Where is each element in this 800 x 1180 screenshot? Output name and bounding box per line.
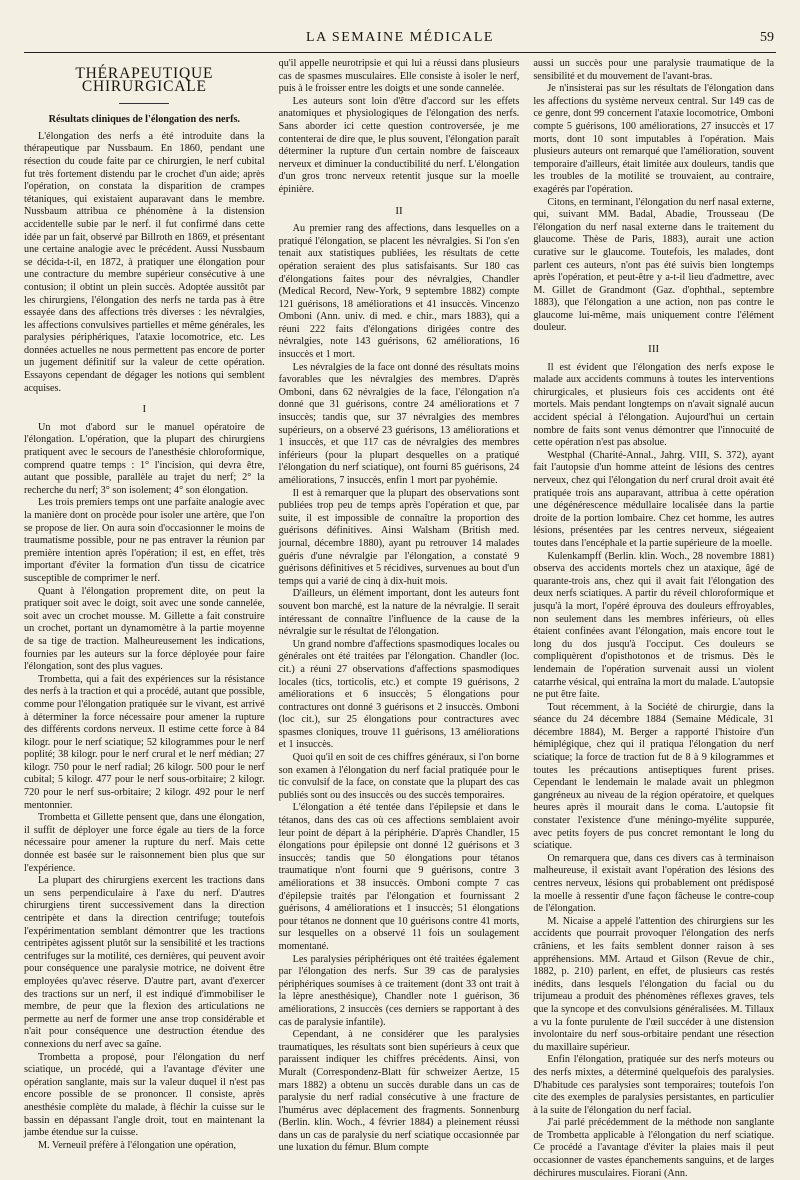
paragraph: Kulenkampff (Berlin. klin. Woch., 28 novembre 1881) observa des accidents mortels chez un ataxique, âgé de quarante-trois ans, chez qui il avait fait l'élongation des deux nerfs sciatiques. A partir du réveil chloroformique et jusqu'à la mort, l'opéré éprouva des douleurs effroyables, non seulement dans les membres inférieurs, où elles étaient confinées avant l'élongation, mais encore tout le long du dos jusqu'à l'occiput. Ces douleurs se compliquèrent d'opisthotonos et de trismus. Dès le lendemain de l'opération survenait aussi un violent catarrhe vésical, qui entraîna la mort du malade. L'autopsie ne put être faite. [533,550,774,701]
paragraph: Trombetta, qui a fait des expériences sur la résistance des nerfs à la traction et qui a procédé, autant que possible, comme pour l'élongation pratiquée sur le vivant, est arrivé à déterminer la force nécessaire pour amener la rupture des différents cordons nerveux. Il estime cette force à 84 kilogr. pour le nerf sciatique; 52 kilogrammes pour le nerf poplité; 38 kilogr. pour le nerf crural et le nerf médian; 27 kilogr. 750 pour le nerf radial; 26 kilogr. 500 pour le nerf cubital; 5 kilogr. 477 pour le nerf sous-orbitaire; 2 kilogr. 720 pour le nerf sus-orbitaire; 2 kilogr. 492 pour le nerf mentonnier. [24,673,265,811]
column-3 [533,58,774,1180]
paragraph: Westphal (Charité-Annal., Jahrg. VIII, S. 372), ayant fait l'autopsie d'un homme atteint de lésions des centres nerveux, chez qui l'élongation du nerf crural droit avait été pratiquée trois ans auparavant, attribua à cette opération une dégénérescence médullaire localisée dans la partie droite de la portion lombaire. Chez cet homme, les autres lésions, présentées par les centres nerveux, siégeaient toutes dans l'encéphale et la partie supérieure de la moelle. [533,449,774,549]
page-number: 59 [760,30,774,45]
paragraph: J'ai parlé précédemment de la méthode non sanglante de Trombetta applicable à l'élongation du nerf sciatique. Ce procédé a l'avantage d'éviter la plaies mais il peut occasionner de vastes épanchements sanguins, et de larges déchirures musculaires. Fiorani (Ann. [533,1117,774,1179]
page-header [24,28,776,54]
paragraph: Quoi qu'il en soit de ces chiffres généraux, si l'on borne son examen à l'élongation du nerf facial pratiquée pour le tic convulsif de la face, on constate que la plupart des cas publiés sont ou des insuccès ou des succès temporaires. [278,752,520,801]
paragraph: Tout récemment, à la Société de chirurgie, dans la séance du 24 décembre 1884 (Semaine Médicale, 31 décembre 1884), M. Berger a rapporté l'histoire d'un hémiplégique, chez qui il pratiqua l'élongation du nerf sciatique; la force de traction fut de 8 à 9 kilogrammes et toutes les précautions antiseptiques furent prises. Cependant le lendemain le malade avait un phlegmon gangréneux au niveau de la région opératoire, et quelques heures après il mourait dans le coma. L'autopsie fit constater l'existence d'une méningo-myélite suppurée, avec petits foyers de pus concret remontant le long du sciatique. [533,701,774,852]
paragraph: Il est évident que l'élongation des nerfs expose le malade aux accidents communs à toutes les interventions chirurgicales, et plusieurs fois ces accidents ont été mortels. Mais pendant longtemps on n'avait signalé aucun accident spécial à l'élongation. Aujourd'hui un certain nombre de faits sont venus démontrer que l'innocuité de cette opération n'est pas absolue. [533,361,774,449]
paragraph: Il est à remarquer que la plupart des observations sont publiées trop peu de temps après l'opération et que, par suite, il est impossible de connaître la proportion des guérisons définitives. Ainsi Walsham (British med. journal, décembre 1880), ayant pu retrouver 14 malades guéris d'une névralgie par l'élongation, a constaté 9 guérisons définitives et 5 récidives, survenues au bout d'un temps qui a varié de cinq à dix-huit mois. [278,487,520,587]
paragraph: L'élongation a été tentée dans l'épilepsie et dans le tétanos, dans des cas où ces affections semblaient avoir leur point de départ à la périphérie. D'après Chandler, 15 élongations pour épilepsie ont donné 12 guérisons et 3 insuccès; tandis que 50 élongations pour tétanos traumatique n'ont fourni que 9 guérisons, contre 3 améliorations et 38 insuccès. Omboni compte 7 cas d'épilepsie traités par l'élongation et fournissant 2 guérisons, 4 améliorations et 1 insuccès; 51 élongations pour tétanos ne donnent que 10 guérisons contre 41 morts, sur lesquelles on a observé 11 fois un soulagement momentané. [278,802,520,952]
article-body [24,58,774,1179]
paragraph: Les paralysies périphériques ont été traitées également par l'élongation des nerfs. Sur 39 cas de paralysies périphériques soumises à ce traitement (dont 33 ont trait à la lèpre anesthésique), Chandler note 1 guérison, 36 améliorations, 2 insuccès (ces derniers se rapportant à des cas de paralysie infantile). [278,953,520,1028]
paragraph: M. Nicaise a appelé l'attention des chirurgiens sur les accidents que pourrait provoquer l'élongation des nerfs crâniens, et les faits semblent donner raison à ses appréhensions. MM. Artaud et Gilson (Revue de chir., 1882, p. 210) parlent, en effet, de plusieurs cas restés inédits, dans lesquels l'élongation du facial ou du trijumeau a produit des phénomènes réflexes graves, tels que la syncope et des convulsions généralisées. M. Tillaux a vu la fonte purulente de l'œil succéder à une distension involontaire du nerf sous-orbitaire pendant une résection du maxillaire supérieur. [533,915,774,1053]
section-numeral: I [142,403,147,416]
article-subtitle: Résultats cliniques de l'élongation des nerfs. [48,114,240,126]
paragraph: Les auteurs sont loin d'être d'accord sur les effets anatomiques et physiologiques de l'élongation des nerfs. Sans aborder ici cette question controversée, je me contenterai de dire que, le plus souvent, l'élongation paraît déterminer la rupture d'un certain nombre de faisceaux nerveux et diminuer la conductibilité du nerf. L'élongation d'un gros tronc nerveux retentit jusque sur la moelle épinière. [278,95,520,195]
paragraph: Un mot d'abord sur le manuel opératoire de l'élongation. L'opération, que la plupart des chirurgiens pratiquent avec le secours de l'anesthésie chloroformique, comprend quatre temps : 1° l'incision, qui devra être, autant que possible, parallèle au trajet du nerf; 2° la recherche du nerf; 3° son isolement; 4° son élongation. [24,421,265,496]
paragraph: Les trois premiers temps ont une parfaite analogie avec la manière dont on procède pour isoler une artère, que l'on se propose de lier. On aura soin d'occasionner le moins de traumatisme possible, pour ne pas entraver la réunion par première intention après l'opération; il est, en effet, très important d'éviter la formation d'un tissu de cicatrice susceptible de comprimer le nerf. [24,497,265,584]
paragraph: Citons, en terminant, l'élongation du nerf nasal externe, qui, suivant MM. Badal, Abadie, Trousseau (De l'élongation du nerf nasal externe dans le traitement du glaucome. Thèse de Paris, 1883), aurait une action curative sur le glaucome. Toutefois, les malades, dont parlent ces auteurs, n'ont pas été suivis bien longtemps après l'opération, et peut-être y a-t-il lieu d'admettre, avec M. Gillet de Grandmont (Gaz. d'ophthal., septembre 1883), que l'élongation a une action, non pas contre le glaucome lui-même, mais uniquement contre l'élément douleur. [533,196,774,334]
paragraph: qu'il appelle neurotripsie et qui lui a réussi dans plusieurs cas de spasmes musculaires. Elle consiste à isoler le nerf, puis à le froisser entre les doigts et une sonde cannelée. [278,58,520,95]
paragraph: L'élongation des nerfs a été introduite dans la thérapeutique par Nussbaum. En 1860, pendant une résection du coude faite par ce chirurgien, le nerf cubital fut très fortement distendu par le crochet d'un aide; après l'opération, on constata la disparition de crampes tétaniques, qui existaient auparavant dans le membre. Nussbaum attribua ce phénomène à la distension accidentelle subie par le nerf. il fut confirmé dans cette idée par un fait, observé par Billroth en 1869, et présentant une certaine analogie avec le précédent. Aussi Nussbaum se décida-t-il, en 1872, à pratiquer une élongation pour une contracture du membre supérieur consécutive à une contusion; il obtint un plein succès. Adoptée aussitôt par les chirurgiens, l'élongation des nerfs ne tarda pas à être essayée dans des affections très diverses : les névralgies, les affections convulsives partielles et même générales, les paralysies périphériques, l'ataxie locomotrice, etc. Les données actuelles ne nous permettent pas encore de porter un jugement définitif sur la valeur de cette opération. Essayons cependant de dégager les notions qui semblent acquises. [24,130,265,394]
paragraph: Trombetta et Gillette pensent que, dans une élongation, il suffit de déployer une force égale au tiers de la force nécessaire pour amener la rupture du nerf. Mais cette donnée est basée sur le raisonnement bien plus que sur l'expérience. [24,812,265,874]
section-numeral: III [648,343,660,356]
column-1 [24,58,265,1180]
paragraph: M. Verneuil préfère à l'élongation une opération, [38,1139,236,1151]
paragraph: Cependant, à ne considérer que les paralysies traumatiques, les résultats sont bien supérieurs à ceux que paraissent indiquer les chiffres précédents. Ainsi, von Muralt (Correspondenz-Blatt für schweizer Aertze, 15 mars 1882) a obtenu un succès durable dans un cas de paralysie du nerf radial consécutive à une fracture de l'humérus avec déplacement des fragments. Sonnenburg (Berlin. klin. Woch., 4 février 1884) a pleinement réussi dans un cas de paralysie du nerf sciatique occasionnée par une luxation du fémur. Blum compte [278,1029,520,1154]
paragraph: Je n'insisterai pas sur les résultats de l'élongation dans les affections du système nerveux central. Sur 149 cas de ce genre, dont 99 concernent l'ataxie locomotrice, Omboni compte 5 guérisons, 100 améliorations, 27 insuccès et 17 morts, dont 10 sont imputables à l'opération. Mais plusieurs auteurs ont remarqué que l'amélioration, souvent temporaire d'ailleurs, était limitée aux douleurs, tandis que les troubles de la motilité se trouvaient, au contraire, exagérés par l'opération. [533,83,774,195]
paragraph: aussi un succès pour une paralysie traumatique de la sensibilité et du mouvement de l'avant-bras. [533,58,774,82]
column-2 [279,58,520,1180]
paragraph: Trombetta a proposé, pour l'élongation du nerf sciatique, un procédé, qui a l'avantage d'éviter une opération sanglante, mais sur la valeur duquel il n'est pas encore possible de se prononcer. Il consiste, après anesthésie complète du malade, à fléchir la cuisse sur le bassin en dépassant l'angle droit, tout en maintenant la jambe étendue sur la cuisse. [24,1051,265,1139]
paragraph: Enfin l'élongation, pratiquée sur des nerfs moteurs ou des nerfs mixtes, a déterminé quelquefois des paralysies. D'habitude ces paralysies sont temporaires; toutefois l'on cite des exemples de paralysies persistantes, en particulier à la suite de l'élongation du nerf facial. [533,1054,774,1116]
article-title: THÉRAPEUTIQUE CHIRURGICALE [75,65,214,95]
running-head: LA SEMAINE MÉDICALE [306,30,494,45]
paragraph: La plupart des chirurgiens exercent les tractions dans un sens perpendiculaire à l'axe du nerf. D'autres chirurgiens tirent successivement dans la direction centripète et dans la direction centrifuge; toutefois l'expérimentation semblant démontrer que les tractions centripètes agissent plutôt sur la sensibilité et les tractions centrifuges sur la motilité, ces dernières, qui peuvent avoir pour conséquence une paralysie motrice, ne doivent être employées qu'avec réserve. D'autre part, avant d'exercer des tractions sur un nerf, il est indiqué d'immobiliser le membre, de peur que la flexion des articulations ne permette au nerf de former une anse trop considérable et n'ait pour conséquence une destruction étendue des connexions du nerf avec sa gaîne. [24,875,265,1050]
paragraph: Les névralgies de la face ont donné des résultats moins favorables que les névralgies des membres. D'après Omboni, dans 62 névralgies de la face, l'élongation n'a donné que 31 guérisons, contre 24 améliorations et 7 insuccès; tandis que, sur 37 névralgies des membres supérieurs, on a observé 23 guérisons, 13 améliorations et 1 insuccès, et que 117 cas de névralgies des membres inférieurs (pour la plupart desquelles on a pratiqué l'élongation du nerf sciatique), ont fourni 85 guérisons, 24 améliorations, 7 insuccès, enfin 1 mort par pyohémie. [278,361,520,486]
header-rule [24,52,776,53]
paragraph: D'ailleurs, un élément important, dont les auteurs font souvent bon marché, est la nature de la névralgie. Il serait intéressant de connaître l'influence de la cause de la névralgie sur le résultat de l'élongation. [278,588,520,638]
paragraph: Un grand nombre d'affections spasmodiques locales ou générales ont été traitées par l'élongation. Chandler (loc. cit.) a réuni 27 observations d'affections spasmodiques locales (tics, torticolis, etc.) et compte 19 guérisons, 2 améliorations et 6 insuccès; 5 élongations pour contractures ont donné 3 guérisons et 2 insuccès. Omboni (loc cit.), sur 25 élongations pour contractures avec spasmes cloniques, trouve 11 guérisons, 13 améliorations et 1 insuccès. [278,638,520,751]
paragraph: Au premier rang des affections, dans lesquelles on a pratiqué l'élongation, se placent les névralgies. Si l'on s'en tenait aux statistiques publiées, les résultats de cette opération seraient des plus satisfaisants. Sur 180 cas d'élongations faites pour des névralgies, Chandler (Medical Record, New-York, 9 septembre 1882) compte 121 guérisons, 18 améliorations et 41 insuccès. Vincenzo Omboni (Ann. univ. di med. e chir., mars 1883), qui a réuni 222 faits d'élongations dirigées contre des névralgies, note 143 guérisons, 62 améliorations, 16 insuccès et 1 mort. [278,223,520,361]
title-divider [119,103,169,104]
section-numeral: II [395,204,403,217]
paragraph: On remarquera que, dans ces divers cas à terminaison malheureuse, il existait avant l'opération des lésions des centres nerveux, lésions qui probablement ont prédisposé la moelle à ressentir d'une façon fâcheuse le contre-coup de l'élongation. [533,852,774,915]
paragraph: Quant à l'élongation proprement dite, on peut la pratiquer soit avec le doigt, soit avec une sonde cannelée, soit avec un crochet mousse. M. Gillette a fait construire un crochet, portant un dynamomètre à la partie moyenne de sa tige de traction. Malheureusement les indications, fournies par les auteurs sur la force déployée pour faire l'élongation, sont des plus vagues. [24,585,265,673]
